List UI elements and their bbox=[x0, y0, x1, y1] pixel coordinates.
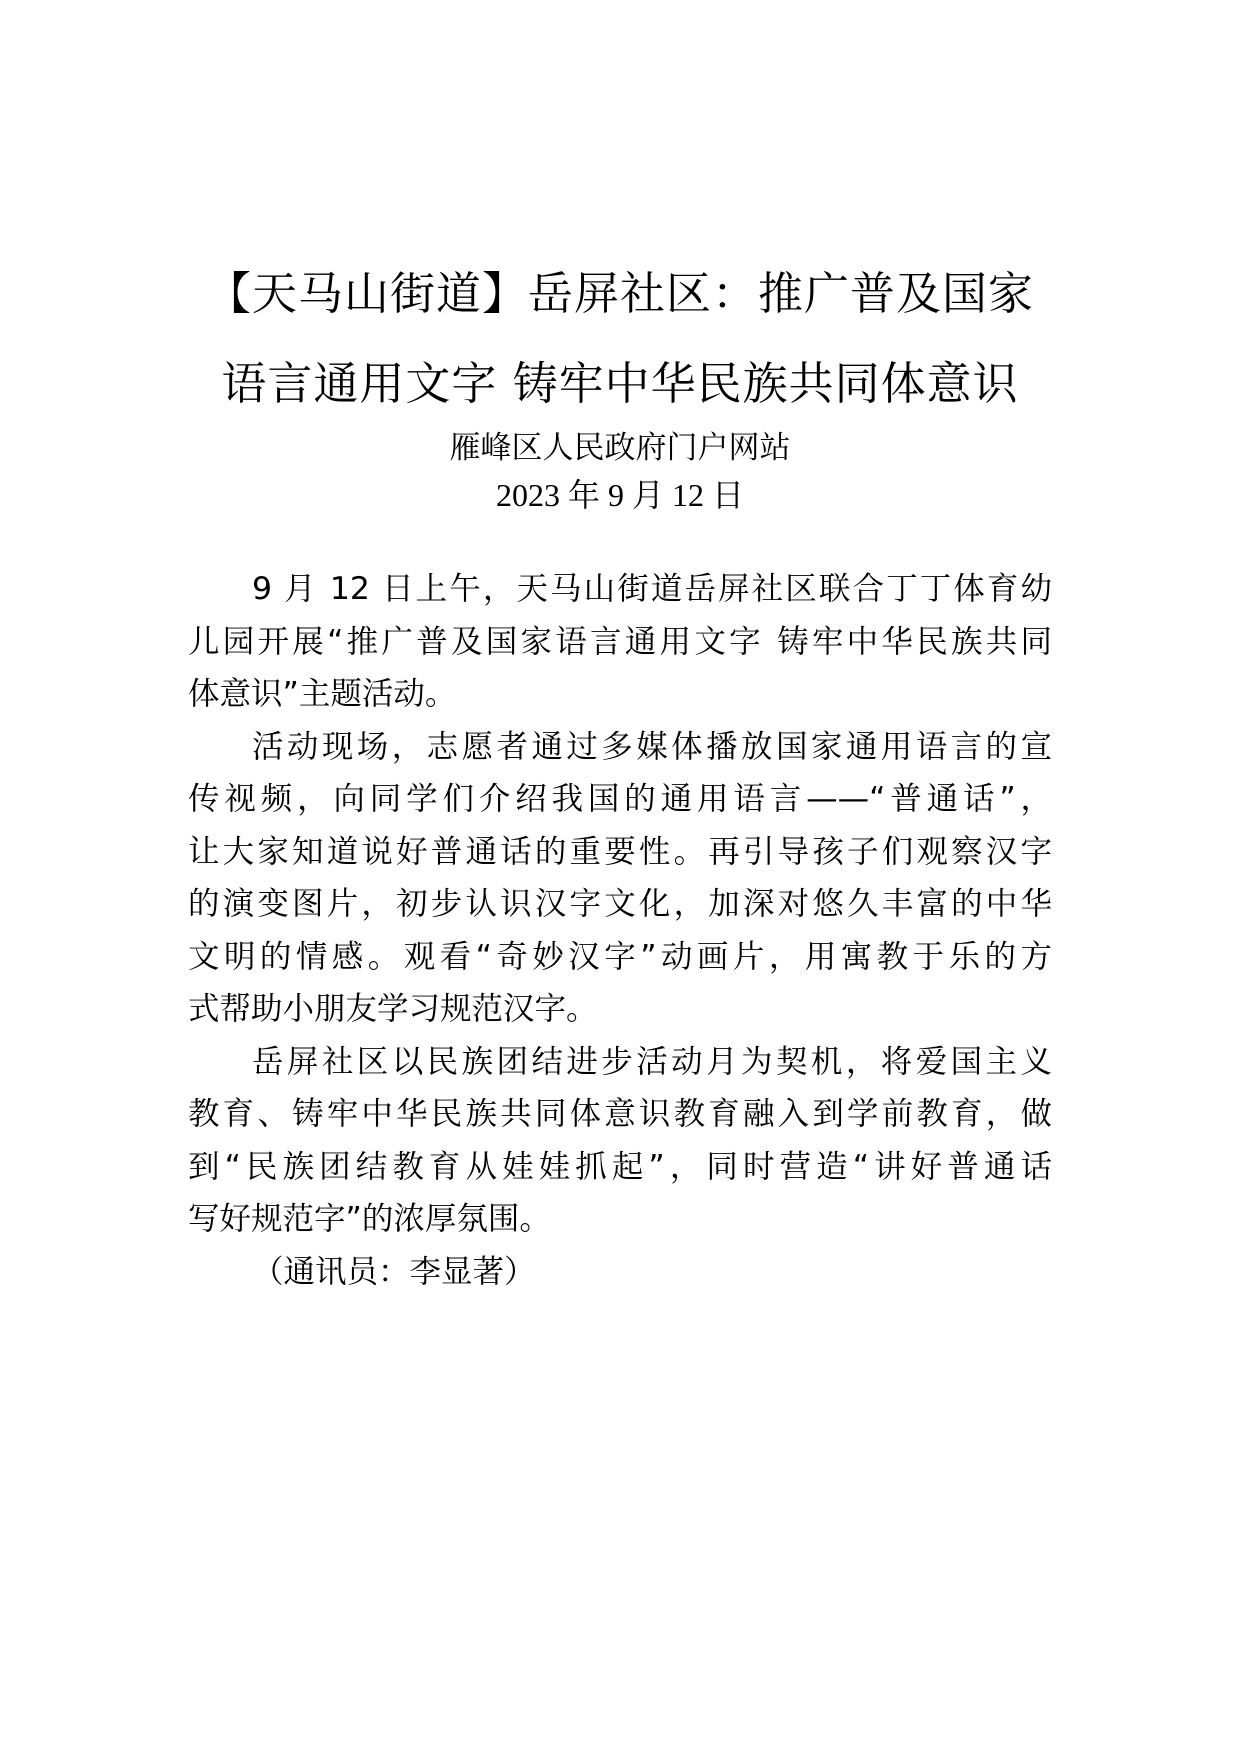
paragraph-line: 到“民族团结教育从娃娃抓起”，同时营造“讲好普通话 bbox=[188, 1148, 1052, 1185]
paragraph-line: 写好规范字”的浓厚氛围。 bbox=[188, 1201, 551, 1237]
paragraph-line: 让大家知道说好普通话的重要性。再引导孩子们观察汉字 bbox=[188, 833, 1052, 870]
paragraph-line: 的演变图片，初步认识汉字文化，加深对悠久丰富的中华 bbox=[188, 886, 1052, 922]
paragraph-line: 体意识”主题活动。 bbox=[188, 676, 457, 712]
article-date: 2023 年 9 月 12 日 bbox=[495, 477, 744, 513]
paragraph-line: 岳屏社区以民族团结进步活动月为契机，将爱国主义 bbox=[252, 1043, 1052, 1080]
paragraph-3 bbox=[188, 1036, 1052, 1246]
paragraph-line: 传视频，向同学们介绍我国的通用语言——“普通话”， bbox=[188, 781, 1052, 817]
article-source: 雁峰区人民政府门户网站 bbox=[449, 430, 791, 466]
article-title-line-2: 语言通用文字 铸牢中华民族共同体意识 bbox=[221, 357, 1019, 410]
article-title-line-1: 【天马山街道】岳屏社区：推广普及国家 bbox=[205, 267, 1034, 320]
paragraph-line: 文明的情感。观看“奇妙汉字”动画片，用寓教于乐的方 bbox=[188, 938, 1052, 975]
article-body bbox=[188, 563, 1052, 1298]
paragraph-line: 活动现场，志愿者通过多媒体播放国家通用语言的宣 bbox=[252, 728, 1052, 765]
article-credit: （通讯员：李显著） bbox=[252, 1253, 536, 1290]
paragraph-line: 9 月 12 日上午，天马山街道岳屏社区联合丁丁体育幼 bbox=[252, 571, 1052, 607]
paragraph-2 bbox=[188, 721, 1052, 1036]
paragraph-line: 教育、铸牢中华民族共同体意识教育融入到学前教育，做 bbox=[188, 1096, 1052, 1132]
paragraph-line: 儿园开展“推广普及国家语言通用文字 铸牢中华民族共同 bbox=[188, 623, 1052, 660]
paragraph-line: 式帮助小朋友学习规范汉字。 bbox=[188, 991, 598, 1027]
paragraph-1 bbox=[188, 563, 1052, 721]
